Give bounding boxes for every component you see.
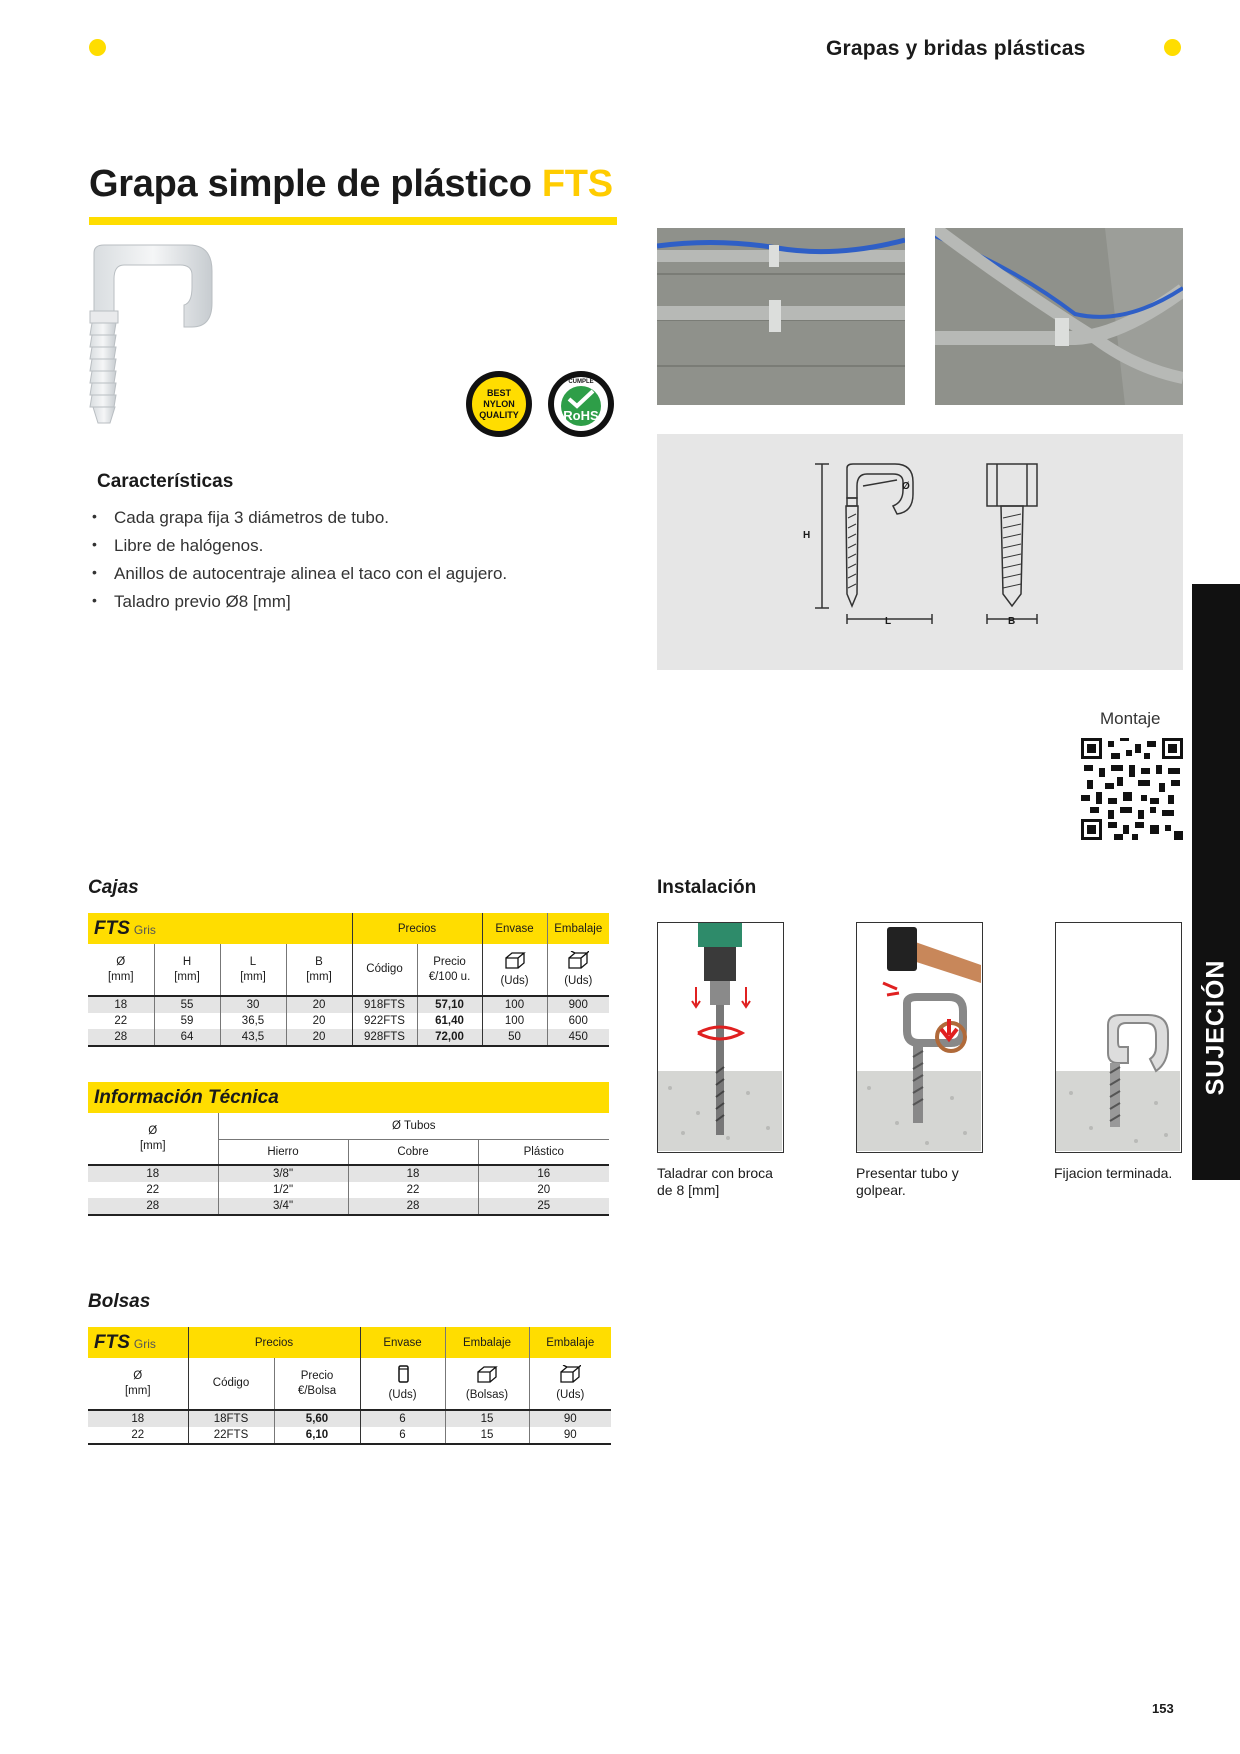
info-col-cobre: Cobre — [348, 1139, 478, 1165]
cajas-col-precio: Precio €/100 u. — [417, 944, 482, 996]
badge-best: BEST — [486, 387, 511, 398]
rohs-top-label: CUMPLE — [568, 379, 594, 385]
table-row: 22 1/2" 22 20 — [88, 1182, 609, 1198]
bolsas-embalaje-header-2: Embalaje — [529, 1327, 611, 1358]
install-step-2-image — [856, 922, 983, 1153]
install-step-3-caption: Fijacion terminada. — [1054, 1165, 1173, 1181]
table-row: 18 18FTS 5,60 6 15 90 — [88, 1410, 611, 1427]
cajas-col-envase: (Uds) — [482, 944, 547, 996]
technical-drawing — [657, 434, 1183, 670]
cajas-brand-sub: Gris — [133, 922, 156, 937]
product-title — [89, 163, 613, 206]
bolsas-heading: Bolsas — [88, 1291, 151, 1312]
info-heading: Información Técnica — [88, 1082, 609, 1113]
cajas-col-d: Ø [mm] — [107, 955, 134, 983]
feature-item: • Libre de halógenos. — [89, 536, 609, 564]
rohs-label: RoHS — [563, 408, 599, 423]
open-box-icon — [567, 951, 589, 969]
install-step-2-caption: Presentar tubo y golpear. — [856, 1165, 959, 1198]
bolsas-brand-sub: Gris — [133, 1336, 156, 1351]
side-tab-label: SUJECIÓN — [1201, 959, 1230, 1095]
cajas-brand: FTS — [94, 917, 130, 939]
rohs-badge — [548, 371, 614, 437]
install-step-1-image — [657, 922, 784, 1153]
bolsas-col-embalaje-uds: (Uds) — [529, 1358, 611, 1410]
bolsas-brand: FTS — [94, 1331, 130, 1353]
header-title: Grapas y bridas plásticas — [826, 37, 1086, 60]
qr-code[interactable] — [1081, 738, 1183, 840]
features-heading: Características — [97, 471, 234, 492]
bolsas-embalaje-header-1: Embalaje — [445, 1327, 529, 1358]
install-step-3-image — [1055, 922, 1182, 1153]
bolsas-col-d: Ø [mm] — [124, 1369, 151, 1397]
section-side-tab — [1192, 584, 1240, 1180]
box-icon — [476, 1365, 498, 1383]
feature-item: • Cada grapa fija 3 diámetros de tubo. — [89, 508, 609, 536]
installation-photo-1 — [657, 228, 905, 405]
bolsas-table — [88, 1327, 611, 1445]
page-number: 153 — [1152, 1701, 1174, 1716]
badge-nylon: NYLON — [483, 398, 515, 409]
cajas-col-l: L [mm] — [220, 944, 286, 996]
table-row: 28 3/4" 28 25 — [88, 1198, 609, 1215]
bolsas-col-codigo: Código — [188, 1358, 274, 1410]
cajas-envase-header: Envase — [482, 913, 547, 944]
table-row: 22 22FTS 6,10 6 15 90 — [88, 1427, 611, 1444]
badge-quality: QUALITY — [479, 409, 519, 420]
cajas-brand-cell — [88, 913, 352, 944]
table-row: 28 64 43,5 20 928FTS 72,00 50 450 — [88, 1029, 609, 1046]
product-title-accent: FTS — [541, 163, 613, 205]
info-table — [88, 1082, 609, 1216]
cajas-col-codigo: Código — [352, 944, 417, 996]
product-image — [84, 243, 219, 428]
product-title-main: Grapa simple de plástico — [89, 163, 532, 205]
bolsas-precios-header: Precios — [188, 1327, 360, 1358]
open-box-icon — [559, 1365, 581, 1383]
bolsas-col-precio: Precio €/Bolsa — [274, 1358, 360, 1410]
instalacion-heading: Instalación — [657, 877, 757, 898]
table-row: 18 3/8" 18 16 — [88, 1165, 609, 1182]
feature-item: • Taladro previo Ø8 [mm] — [89, 592, 609, 620]
info-col-hierro: Hierro — [218, 1139, 348, 1165]
features-list — [89, 508, 609, 620]
bag-icon — [392, 1365, 414, 1383]
box-icon — [504, 951, 526, 969]
cajas-precios-header: Precios — [352, 913, 482, 944]
bolsas-col-embalaje-bolsas: (Bolsas) — [445, 1358, 529, 1410]
info-tubos-header: Ø Tubos — [218, 1113, 609, 1139]
bolsas-envase-header: Envase — [360, 1327, 445, 1358]
cajas-col-h: H [mm] — [154, 944, 220, 996]
cajas-embalaje-header: Embalaje — [547, 913, 609, 944]
title-underline — [89, 217, 617, 225]
dim-l-label: L — [885, 616, 892, 627]
header-dot-right — [1164, 39, 1181, 56]
cajas-heading: Cajas — [88, 877, 139, 898]
cajas-table — [88, 913, 609, 1047]
montaje-label: Montaje — [1100, 709, 1161, 728]
info-col-d: Ø [mm] — [139, 1124, 166, 1152]
cajas-col-b: B [mm] — [286, 944, 352, 996]
bolsas-brand-cell — [88, 1327, 188, 1358]
cajas-col-embalaje: (Uds) — [547, 944, 609, 996]
best-nylon-quality-badge — [466, 371, 532, 437]
bolsas-col-envase: (Uds) — [360, 1358, 445, 1410]
header-dot-left — [89, 39, 106, 56]
feature-item: • Anillos de autocentraje alinea el taco con el agujero. — [89, 564, 609, 592]
table-row: 22 59 36,5 20 922FTS 61,40 100 600 — [88, 1013, 609, 1029]
dim-o-label: Ø — [902, 481, 910, 492]
install-step-1-caption: Taladrar con broca de 8 [mm] — [657, 1165, 773, 1198]
table-row: 18 55 30 20 918FTS 57,10 100 900 — [88, 996, 609, 1013]
installation-photo-2 — [935, 228, 1183, 405]
dim-h-label: H — [803, 530, 811, 541]
dim-b-label: B — [1008, 616, 1016, 627]
info-col-plastico: Plástico — [478, 1139, 609, 1165]
